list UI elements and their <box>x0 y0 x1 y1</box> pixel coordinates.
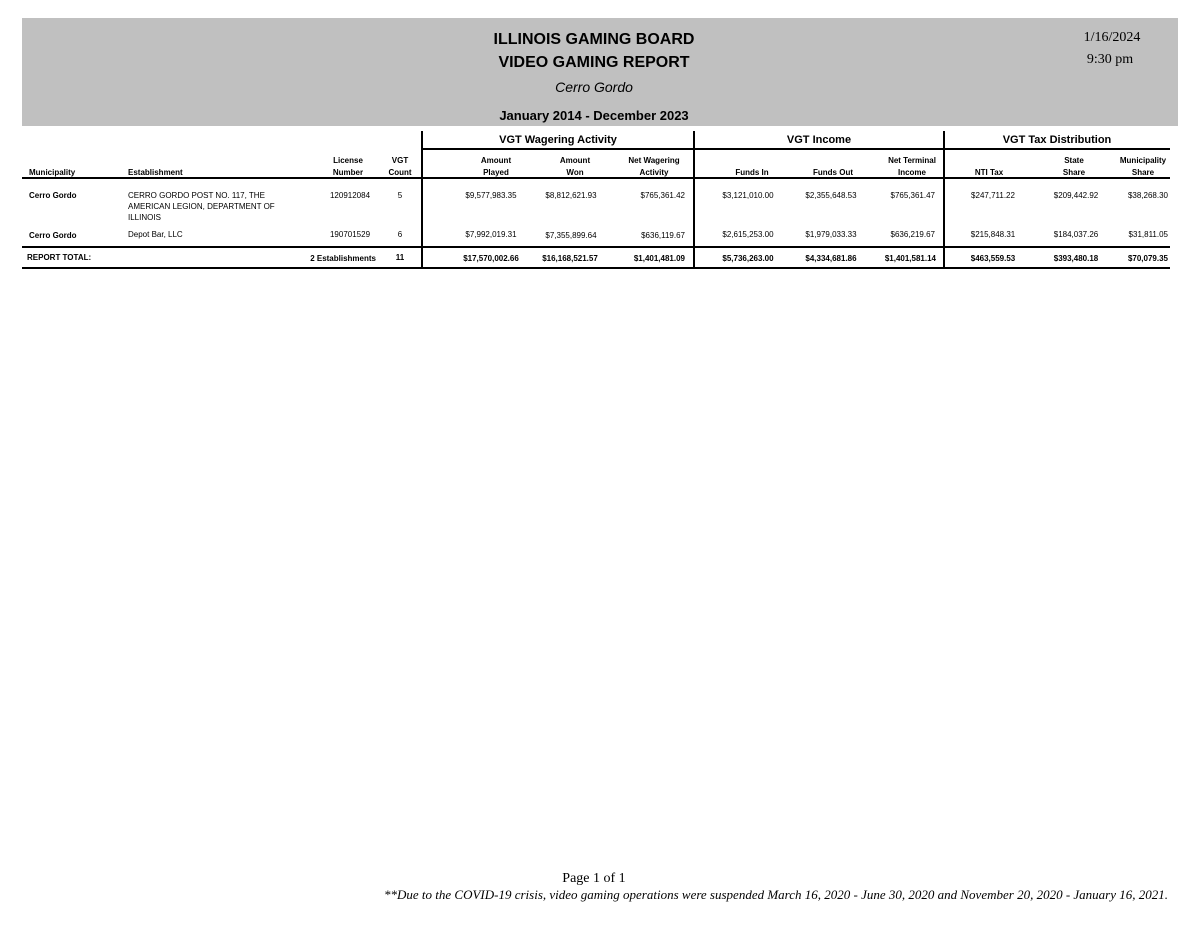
total-municipality-share: $70,079.35 <box>1127 254 1168 263</box>
col-header-vgt-l1: VGT <box>391 156 409 165</box>
total-label: REPORT TOTAL: <box>27 253 92 262</box>
report-title: VIDEO GAMING REPORT <box>498 54 690 71</box>
row-funds-in: $2,615,253.00 <box>722 230 774 239</box>
report-period: January 2014 - December 2023 <box>499 108 689 123</box>
group-tax-distribution: VGT Tax Distribution <box>1002 134 1112 146</box>
col-header-won-l2: Won <box>566 168 584 177</box>
row-establishment-line1: Depot Bar, LLC <box>128 230 183 239</box>
row-vgt-count: 5 <box>397 191 403 200</box>
row-net-wagering: $765,361.42 <box>640 191 685 200</box>
col-header-license-l2: Number <box>332 168 364 177</box>
col-header-nti-l1: Net Terminal <box>888 156 936 165</box>
report-time: 9:30 pm <box>1086 52 1134 67</box>
row-net-terminal-income: $765,361.47 <box>890 191 935 200</box>
row-nti-tax: $215,848.31 <box>970 230 1016 239</box>
divider-left-tax <box>943 131 945 269</box>
total-establishments: 2 Establishments <box>310 254 376 263</box>
total-nti-tax: $463,559.53 <box>970 254 1016 263</box>
total-net-wagering: $1,401,481.09 <box>633 254 685 263</box>
col-header-muni-l1: Municipality <box>1119 156 1167 165</box>
row-funds-out: $1,979,033.33 <box>805 230 857 239</box>
col-header-nti-l2: Income <box>897 168 926 177</box>
total-state-share: $393,480.18 <box>1053 254 1099 263</box>
total-funds-in: $5,736,263.00 <box>722 254 774 263</box>
covid-footnote: **Due to the COVID-19 crisis, video gaming operations were suspended March 16, 2020 - June 30, 2020 and November 20, 2020 - January 16, 2021. <box>384 887 1168 902</box>
col-header-netwag-l1: Net Wagering <box>628 156 680 165</box>
total-amount-won: $16,168,521.57 <box>542 254 598 263</box>
divider-left-wagering <box>421 131 423 269</box>
col-header-muni-l2: Share <box>1131 168 1155 177</box>
total-top-rule <box>22 246 1170 248</box>
page-number: Page 1 of 1 <box>562 871 626 886</box>
row-amount-won: $7,355,899.64 <box>545 231 597 240</box>
report-date: 1/16/2024 <box>1083 30 1141 45</box>
total-net-terminal-income: $1,401,581.14 <box>884 254 936 263</box>
row-municipality: Cerro Gordo <box>29 231 77 240</box>
col-header-won-l1: Amount <box>559 156 591 165</box>
group-wagering-activity: VGT Wagering Activity <box>499 134 617 146</box>
row-amount-played: $7,992,019.31 <box>465 230 517 239</box>
row-nti-tax: $247,711.22 <box>971 191 1015 200</box>
row-license: 190701529 <box>329 230 371 239</box>
total-vgt-count: 11 <box>395 253 405 262</box>
row-establishment-line2: AMERICAN LEGION, DEPARTMENT OF <box>128 202 275 211</box>
row-municipality: Cerro Gordo <box>29 191 77 200</box>
row-license: 120912084 <box>329 191 371 200</box>
row-establishment-line1: CERRO GORDO POST NO. 117, THE <box>128 191 265 200</box>
row-funds-out: $2,355,648.53 <box>805 191 857 200</box>
row-net-wagering: $636,119.67 <box>641 231 685 240</box>
group-heading-rule <box>422 148 1170 150</box>
total-amount-played: $17,570,002.66 <box>463 254 519 263</box>
total-bottom-rule <box>22 267 1170 269</box>
row-net-terminal-income: $636,219.67 <box>890 230 935 239</box>
group-vgt-income: VGT Income <box>786 134 852 146</box>
col-header-netwag-l2: Activity <box>639 168 669 177</box>
row-funds-in: $3,121,010.00 <box>722 191 774 200</box>
col-header-state-l1: State <box>1064 156 1084 165</box>
col-header-license-l1: License <box>333 156 363 165</box>
row-amount-won: $8,812,621.93 <box>545 191 597 200</box>
total-funds-out: $4,334,681.86 <box>805 254 857 263</box>
col-header-nti-tax: NTI Tax <box>974 168 1004 177</box>
report-municipality: Cerro Gordo <box>555 79 633 95</box>
col-header-state-l2: Share <box>1062 168 1086 177</box>
row-municipality-share: $31,811.05 <box>1128 230 1168 239</box>
row-establishment-line3: ILLINOIS <box>128 213 161 222</box>
column-header-rule <box>22 177 1170 179</box>
row-state-share: $209,442.92 <box>1053 191 1099 200</box>
row-vgt-count: 6 <box>397 230 403 239</box>
row-municipality-share: $38,268.30 <box>1127 191 1168 200</box>
col-header-funds-out: Funds Out <box>813 168 853 177</box>
col-header-played-l2: Played <box>483 168 509 177</box>
row-state-share: $184,037.26 <box>1053 230 1099 239</box>
report-title-agency: ILLINOIS GAMING BOARD <box>493 31 695 48</box>
col-header-municipality: Municipality <box>29 168 76 177</box>
col-header-vgt-l2: Count <box>388 168 412 177</box>
col-header-funds-in: Funds In <box>735 168 769 177</box>
col-header-played-l1: Amount <box>480 156 512 165</box>
divider-left-income <box>693 131 695 269</box>
col-header-establishment: Establishment <box>128 168 183 177</box>
row-amount-played: $9,577,983.35 <box>465 191 517 200</box>
